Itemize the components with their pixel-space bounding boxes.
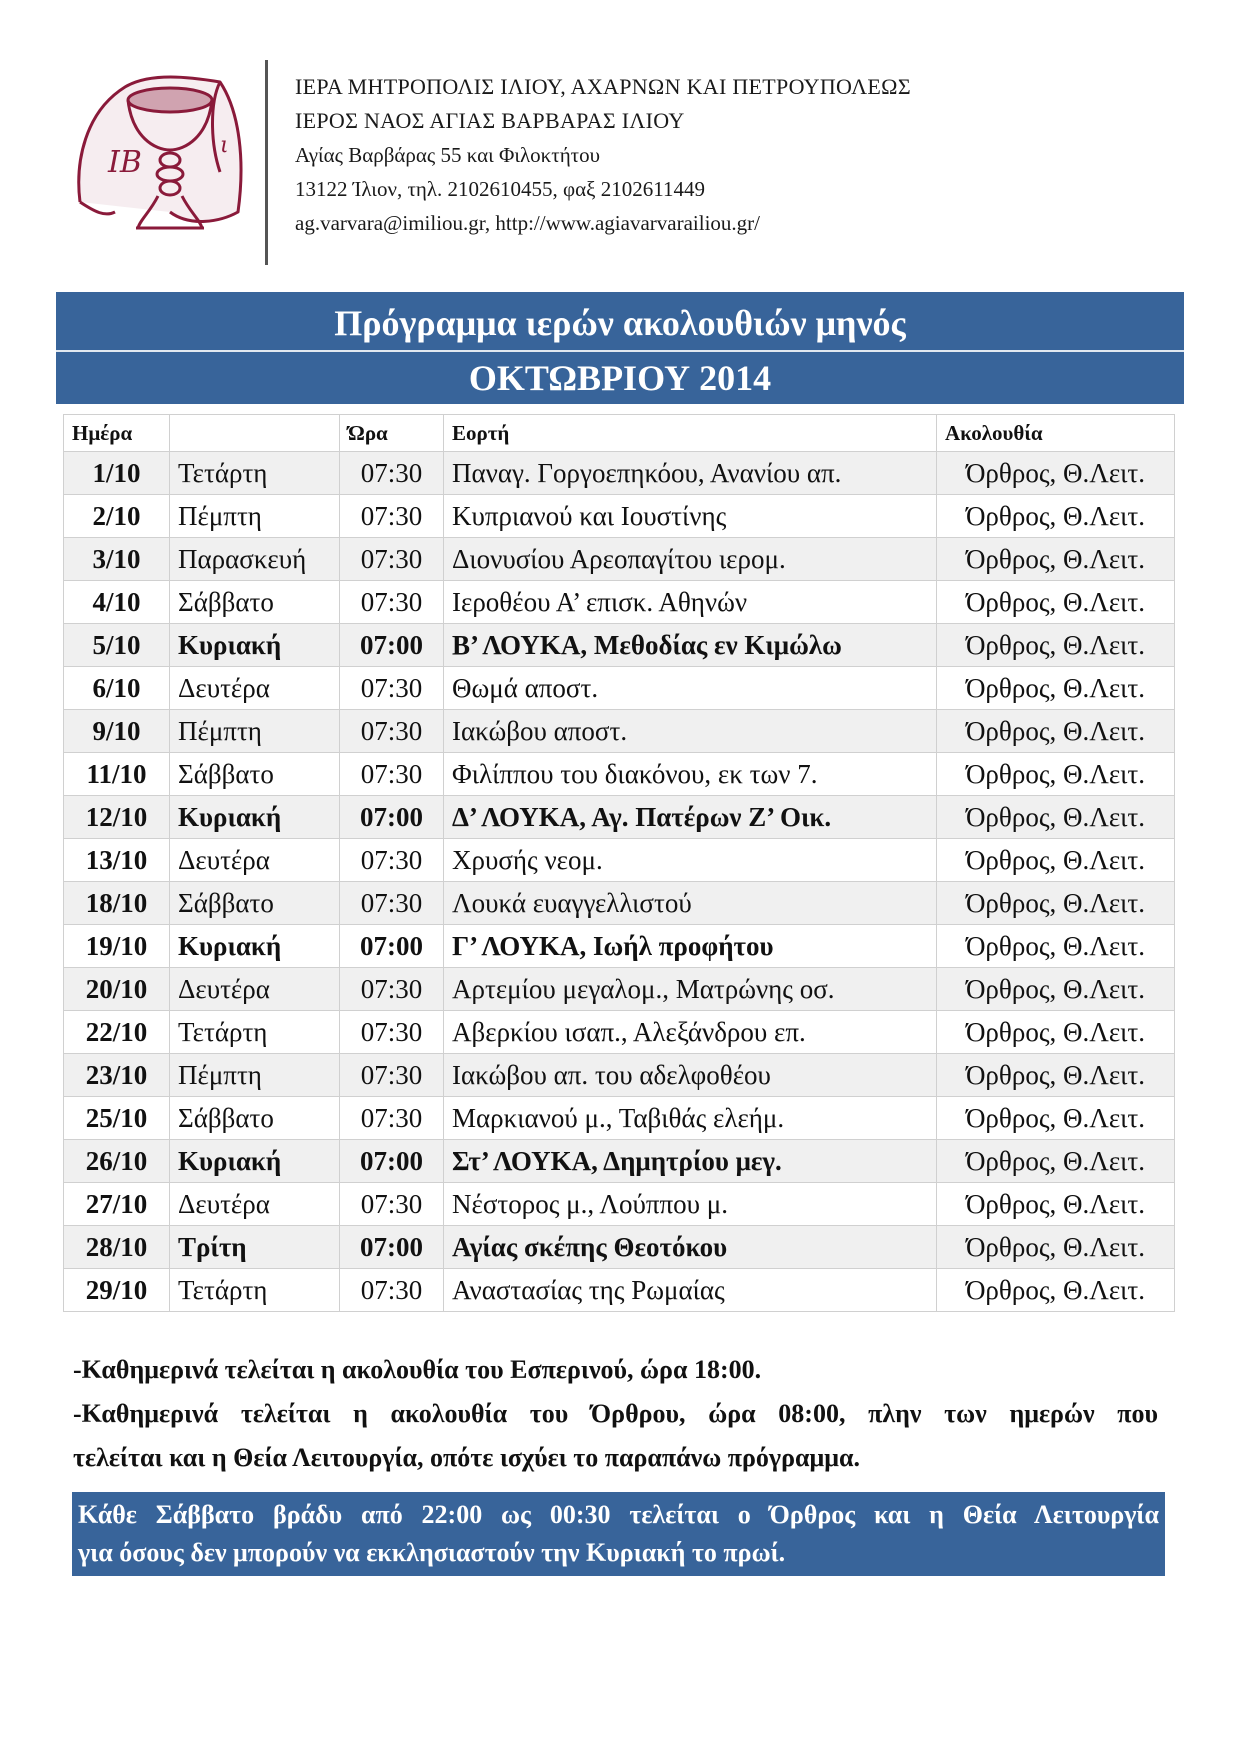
cell-day: Πέμπτη xyxy=(170,710,340,753)
table-row xyxy=(64,1011,1175,1054)
cell-service: Όρθρος, Θ.Λειτ. xyxy=(937,710,1175,753)
cell-service: Όρθρος, Θ.Λειτ. xyxy=(937,925,1175,968)
cell-day: Τρίτη xyxy=(170,1226,340,1269)
cell-service: Όρθρος, Θ.Λειτ. xyxy=(937,968,1175,1011)
cell-time: 07:30 xyxy=(340,452,444,495)
header-date: Ημέρα xyxy=(64,415,170,452)
cell-day: Κυριακή xyxy=(170,925,340,968)
cell-time: 07:30 xyxy=(340,1054,444,1097)
cell-service: Όρθρος, Θ.Λειτ. xyxy=(937,1097,1175,1140)
cell-date: 18/10 xyxy=(64,882,170,925)
header-feast: Εορτή xyxy=(444,415,937,452)
saturday-vigil-notice xyxy=(72,1492,1165,1576)
cell-time: 07:30 xyxy=(340,581,444,624)
cell-date: 19/10 xyxy=(64,925,170,968)
table-header-row xyxy=(64,415,1175,452)
cell-date: 5/10 xyxy=(64,624,170,667)
cell-time: 07:30 xyxy=(340,1269,444,1312)
cell-time: 07:30 xyxy=(340,1011,444,1054)
cell-date: 13/10 xyxy=(64,839,170,882)
cell-time: 07:30 xyxy=(340,538,444,581)
cell-time: 07:30 xyxy=(340,968,444,1011)
cell-feast: Δ’ ΛΟΥΚΑ, Αγ. Πατέρων Ζ’ Οικ. xyxy=(444,796,937,839)
cell-time: 07:00 xyxy=(340,1226,444,1269)
cell-date: 6/10 xyxy=(64,667,170,710)
cell-day: Σάββατο xyxy=(170,882,340,925)
table-row xyxy=(64,1140,1175,1183)
table-row xyxy=(64,538,1175,581)
cell-time: 07:00 xyxy=(340,796,444,839)
cell-date: 11/10 xyxy=(64,753,170,796)
cell-service: Όρθρος, Θ.Λειτ. xyxy=(937,1183,1175,1226)
cell-date: 29/10 xyxy=(64,1269,170,1312)
table-row xyxy=(64,1269,1175,1312)
table-row xyxy=(64,753,1175,796)
table-row xyxy=(64,667,1175,710)
cell-day: Τετάρτη xyxy=(170,1011,340,1054)
cell-service: Όρθρος, Θ.Λειτ. xyxy=(937,753,1175,796)
cell-time: 07:30 xyxy=(340,839,444,882)
cell-feast: Αναστασίας της Ρωμαίας xyxy=(444,1269,937,1312)
cell-service: Όρθρος, Θ.Λειτ. xyxy=(937,1269,1175,1312)
cell-service: Όρθρος, Θ.Λειτ. xyxy=(937,839,1175,882)
cell-date: 4/10 xyxy=(64,581,170,624)
cell-day: Τετάρτη xyxy=(170,452,340,495)
header-time: Ώρα xyxy=(340,415,444,452)
cell-feast: Αβερκίου ισαπ., Αλεξάνδρου επ. xyxy=(444,1011,937,1054)
cell-feast: Γ’ ΛΟΥΚΑ, Ιωήλ προφήτου xyxy=(444,925,937,968)
table-row xyxy=(64,925,1175,968)
table-row xyxy=(64,495,1175,538)
cell-service: Όρθρος, Θ.Λειτ. xyxy=(937,796,1175,839)
cell-day: Κυριακή xyxy=(170,1140,340,1183)
cell-feast: Β’ ΛΟΥΚΑ, Μεθοδίας εν Κιμώλω xyxy=(444,624,937,667)
cell-service: Όρθρος, Θ.Λειτ. xyxy=(937,452,1175,495)
cell-time: 07:30 xyxy=(340,495,444,538)
cell-service: Όρθρος, Θ.Λειτ. xyxy=(937,667,1175,710)
table-row xyxy=(64,796,1175,839)
cell-time: 07:30 xyxy=(340,667,444,710)
cell-feast: Κυπριανού και Ιουστίνης xyxy=(444,495,937,538)
cell-feast: Αρτεμίου μεγαλομ., Ματρώνης οσ. xyxy=(444,968,937,1011)
cell-service: Όρθρος, Θ.Λειτ. xyxy=(937,495,1175,538)
table-row xyxy=(64,452,1175,495)
cell-day: Κυριακή xyxy=(170,624,340,667)
table-row xyxy=(64,710,1175,753)
cell-service: Όρθρος, Θ.Λειτ. xyxy=(937,1140,1175,1183)
schedule-title-bar xyxy=(56,292,1184,404)
chalice-icon xyxy=(70,62,250,252)
cell-day: Τετάρτη xyxy=(170,1269,340,1312)
email-website: ag.varvara@imiliou.gr, http://www.agiavarvarailiou.gr/ xyxy=(295,211,760,235)
orthros-note-line1: -Καθημερινά τελείται η ακολουθία του Όρθρου, ώρα 08:00, πλην των ημερών που xyxy=(73,1399,1158,1428)
cell-feast: Μαρκιανού μ., Ταβιθάς ελεήμ. xyxy=(444,1097,937,1140)
cell-time: 07:00 xyxy=(340,1140,444,1183)
cell-date: 2/10 xyxy=(64,495,170,538)
cell-day: Δευτέρα xyxy=(170,667,340,710)
cell-date: 23/10 xyxy=(64,1054,170,1097)
cell-day: Σάββατο xyxy=(170,581,340,624)
cell-feast: Λουκά ευαγγελλιστού xyxy=(444,882,937,925)
cell-feast: Θωμά αποστ. xyxy=(444,667,937,710)
cell-date: 25/10 xyxy=(64,1097,170,1140)
svg-text:ΙΒ: ΙΒ xyxy=(108,145,142,180)
cell-feast: Χρυσής νεομ. xyxy=(444,839,937,882)
cell-day: Δευτέρα xyxy=(170,968,340,1011)
cell-feast: Ιακώβου απ. του αδελφοθέου xyxy=(444,1054,937,1097)
table-row xyxy=(64,581,1175,624)
table-row xyxy=(64,968,1175,1011)
cell-date: 12/10 xyxy=(64,796,170,839)
vespers-note: -Καθημερινά τελείται η ακολουθία του Εσπερινού, ώρα 18:00. xyxy=(73,1355,762,1384)
phone-fax: 13122 Ίλιον, τηλ. 2102610455, φαξ 2102611449 xyxy=(295,177,706,201)
saturday-notice-line2: για όσους δεν μπορούν να εκκλησιαστούν την Κυριακή το πρωί. xyxy=(78,1538,786,1567)
cell-feast: Ιεροθέου Α’ επισκ. Αθηνών xyxy=(444,581,937,624)
cell-feast: Ιακώβου αποστ. xyxy=(444,710,937,753)
cell-day: Σάββατο xyxy=(170,1097,340,1140)
svg-text:ι: ι xyxy=(220,133,229,158)
cell-day: Παρασκευή xyxy=(170,538,340,581)
cell-date: 27/10 xyxy=(64,1183,170,1226)
cell-date: 1/10 xyxy=(64,452,170,495)
cell-day: Σάββατο xyxy=(170,753,340,796)
cell-service: Όρθρος, Θ.Λειτ. xyxy=(937,882,1175,925)
cell-feast: Παναγ. Γοργοεπηκόου, Ανανίου απ. xyxy=(444,452,937,495)
schedule-title: Πρόγραμμα ιερών ακολουθιών μηνός xyxy=(334,303,906,343)
cell-date: 20/10 xyxy=(64,968,170,1011)
cell-service: Όρθρος, Θ.Λειτ. xyxy=(937,624,1175,667)
table-row xyxy=(64,882,1175,925)
cell-time: 07:30 xyxy=(340,882,444,925)
saturday-notice-line1: Κάθε Σάββατο βράδυ από 22:00 ως 00:30 τελείται ο Όρθρος και η Θεία Λειτουργία xyxy=(78,1500,1159,1529)
cell-date: 28/10 xyxy=(64,1226,170,1269)
header-divider xyxy=(265,60,268,265)
cell-service: Όρθρος, Θ.Λειτ. xyxy=(937,1226,1175,1269)
table-row xyxy=(64,624,1175,667)
cell-time: 07:00 xyxy=(340,624,444,667)
schedule-month: ΟΚΤΩΒΡΙΟΥ 2014 xyxy=(468,358,772,398)
cell-date: 22/10 xyxy=(64,1011,170,1054)
cell-feast: Διονυσίου Αρεοπαγίτου ιερομ. xyxy=(444,538,937,581)
notes xyxy=(73,1348,1158,1480)
cell-date: 3/10 xyxy=(64,538,170,581)
cell-day: Δευτέρα xyxy=(170,1183,340,1226)
cell-service: Όρθρος, Θ.Λειτ. xyxy=(937,1011,1175,1054)
cell-day: Πέμπτη xyxy=(170,495,340,538)
table-row xyxy=(64,839,1175,882)
cell-service: Όρθρος, Θ.Λειτ. xyxy=(937,1054,1175,1097)
services-table xyxy=(63,414,1175,1312)
cell-date: 26/10 xyxy=(64,1140,170,1183)
cell-feast: Στ’ ΛΟΥΚΑ, Δημητρίου μεγ. xyxy=(444,1140,937,1183)
table-row xyxy=(64,1183,1175,1226)
cell-time: 07:30 xyxy=(340,710,444,753)
table-row xyxy=(64,1226,1175,1269)
metropolis-name: ΙΕΡΑ ΜΗΤΡΟΠΟΛΙΣ ΙΛΙΟΥ, ΑΧΑΡΝΩΝ ΚΑΙ ΠΕΤΡΟΥΠΟΛΕΩΣ xyxy=(295,74,911,99)
church-name: ΙΕΡΟΣ ΝΑΟΣ ΑΓΙΑΣ ΒΑΡΒΑΡΑΣ ΙΛΙΟΥ xyxy=(295,108,685,133)
cell-date: 9/10 xyxy=(64,710,170,753)
table-row xyxy=(64,1054,1175,1097)
cell-day: Κυριακή xyxy=(170,796,340,839)
cell-feast: Φιλίππου του διακόνου, εκ των 7. xyxy=(444,753,937,796)
header-service: Ακολουθία xyxy=(937,415,1175,452)
cell-time: 07:30 xyxy=(340,753,444,796)
church-logo xyxy=(70,62,250,252)
cell-day: Δευτέρα xyxy=(170,839,340,882)
orthros-note-line2: τελείται και η Θεία Λειτουργία, οπότε ισχύει το παραπάνω πρόγραμμα. xyxy=(73,1443,861,1472)
table-row xyxy=(64,1097,1175,1140)
cell-time: 07:30 xyxy=(340,1097,444,1140)
table-body xyxy=(64,452,1175,1312)
address: Αγίας Βαρβάρας 55 και Φιλοκτήτου xyxy=(295,143,601,167)
cell-feast: Νέστορος μ., Λούππου μ. xyxy=(444,1183,937,1226)
cell-time: 07:30 xyxy=(340,1183,444,1226)
header-day xyxy=(170,415,340,452)
cell-service: Όρθρος, Θ.Λειτ. xyxy=(937,581,1175,624)
cell-time: 07:00 xyxy=(340,925,444,968)
parish-header xyxy=(295,70,911,240)
cell-day: Πέμπτη xyxy=(170,1054,340,1097)
cell-feast: Αγίας σκέπης Θεοτόκου xyxy=(444,1226,937,1269)
cell-service: Όρθρος, Θ.Λειτ. xyxy=(937,538,1175,581)
